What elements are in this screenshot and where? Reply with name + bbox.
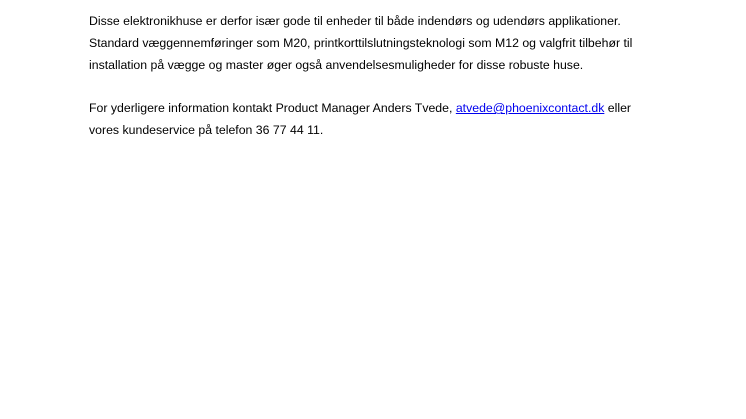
contact-phone-line: vores kundeservice på telefon 36 77 44 11. <box>89 122 324 137</box>
contact-text: For yderligere information kontakt Product Manager Anders Tvede, <box>89 101 456 116</box>
contact-line <box>89 98 729 120</box>
paragraph-applications <box>89 11 729 76</box>
paragraph-line: Standard væggennemføringer som M20, printkorttilslutningsteknologi som M12 og valgfrit tilbehør til <box>89 35 633 50</box>
document-body <box>89 11 729 142</box>
paragraph-line: installation på vægge og master øger også anvendelsesmuligheder for disse robuste huse. <box>89 57 584 72</box>
paragraph-contact <box>89 98 729 142</box>
paragraph-line: Disse elektronikhuse er derfor især gode til enheder til både indendørs og udendørs applikationer. <box>89 14 621 28</box>
contact-text-end: eller <box>604 101 632 116</box>
email-link[interactable]: atvede@phoenixcontact.dk <box>455 101 605 116</box>
